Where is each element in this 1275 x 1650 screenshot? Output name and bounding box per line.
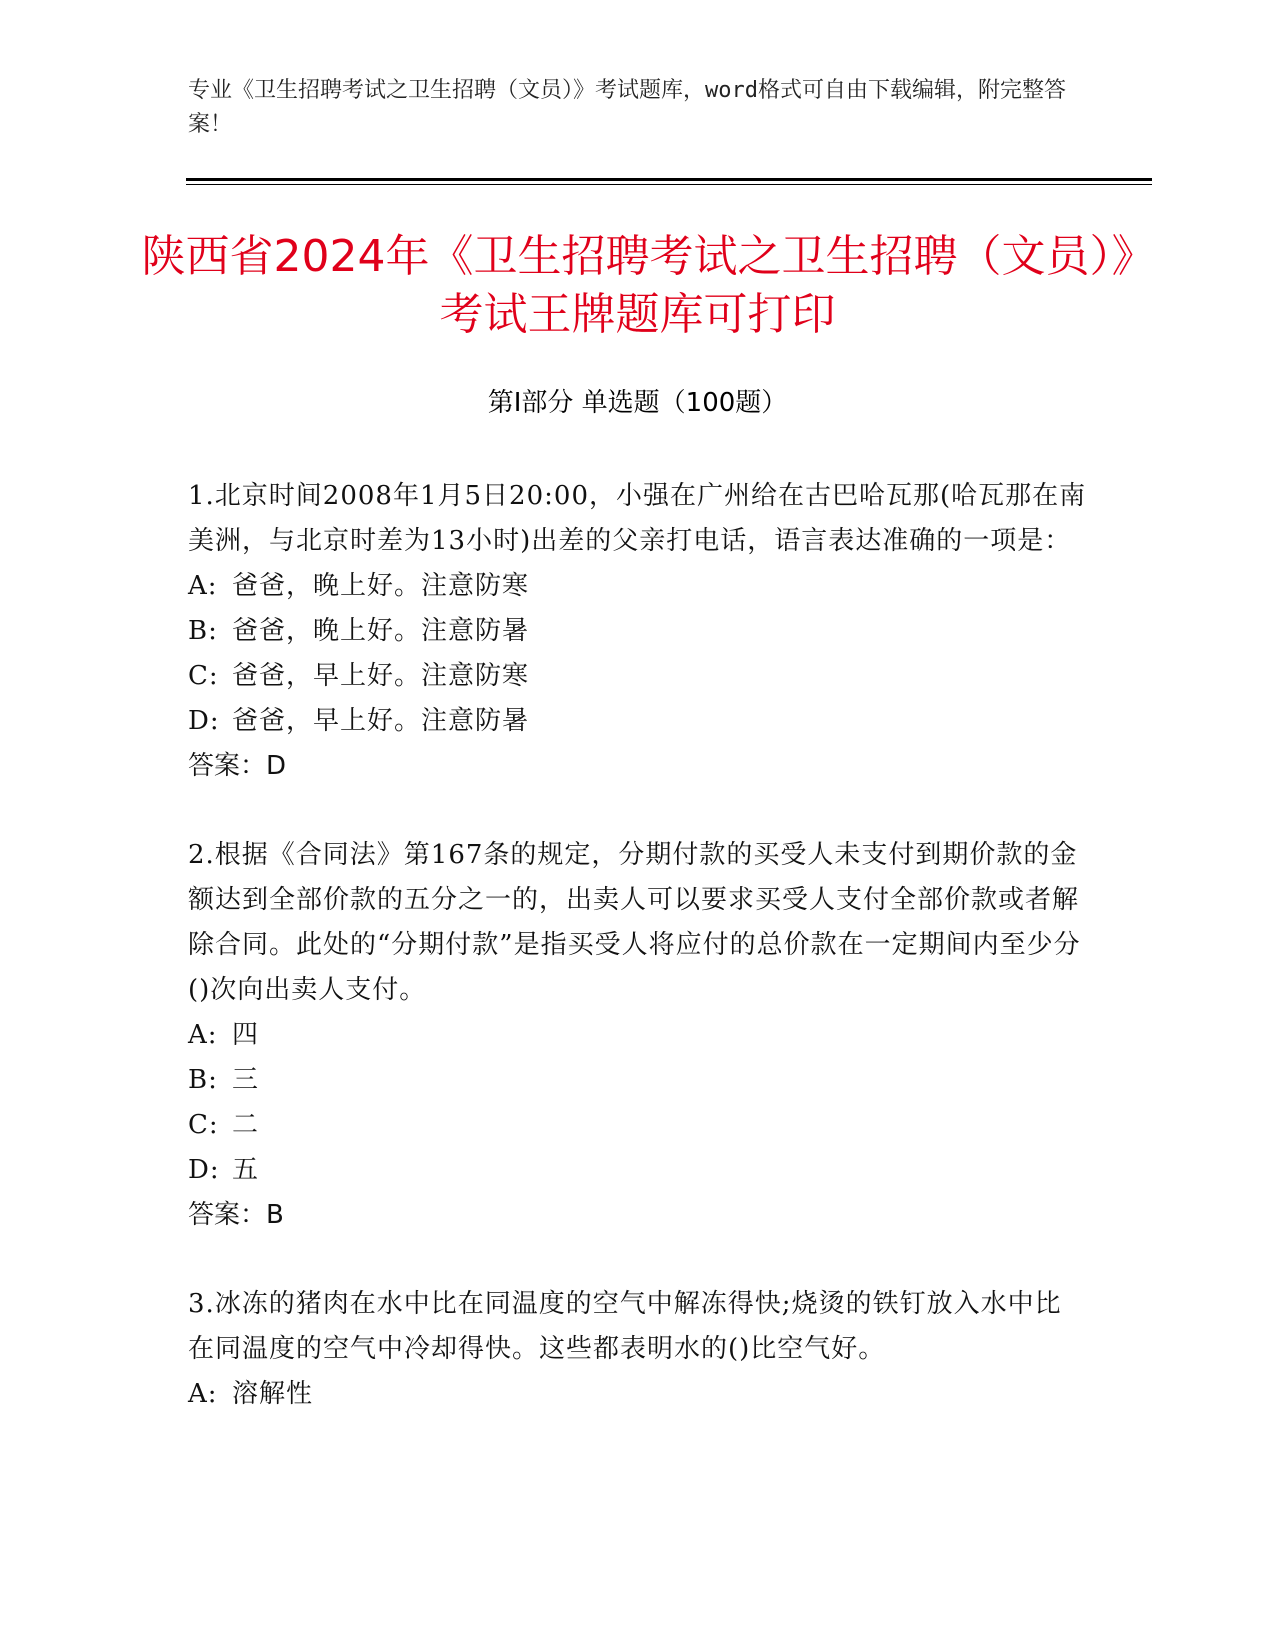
question-stem: 2.根据《合同法》第167条的规定，分期付款的买受人未支付到期价款的金额达到全部价款的五分之一的，出卖人可以要求买受人支付全部价款或者解除合同。此处的“分期付款”是指买受人将应付的总价款在一定期间内至少分()次向出卖人支付。 <box>188 840 1081 1005</box>
option-text: 爸爸，早上好。注意防暑 <box>232 706 530 736</box>
option-b <box>188 609 1088 654</box>
question-1 <box>188 474 1088 789</box>
option-letter: A: <box>188 1020 218 1050</box>
option-text: 爸爸，早上好。注意防寒 <box>232 661 530 691</box>
section-heading: 第I部分 单选题（100题） <box>487 388 788 418</box>
answer-line: 答案：B <box>188 1200 284 1230</box>
option-a <box>188 564 1088 609</box>
option-text: 爸爸，晚上好。注意防寒 <box>232 571 530 601</box>
option-letter: B: <box>188 616 218 646</box>
option-letter: B: <box>188 1065 218 1095</box>
option-text: 二 <box>232 1110 260 1140</box>
option-text: 四 <box>232 1020 260 1050</box>
header-rule-thick <box>186 178 1152 181</box>
header-note: 专业《卫生招聘考试之卫生招聘（文员）》考试题库，word格式可自由下载编辑，附完整答案！ <box>188 78 1066 137</box>
header-rule-thin <box>186 184 1152 185</box>
option-letter: D: <box>188 706 220 736</box>
question-stem: 3.冰冻的猪肉在水中比在同温度的空气中解冻得快;烧烫的铁钉放入水中比在同温度的空气中冷却得快。这些都表明水的()比空气好。 <box>188 1289 1062 1364</box>
option-d <box>188 699 1088 744</box>
option-c <box>188 654 1088 699</box>
option-text: 爸爸，晚上好。注意防暑 <box>232 616 530 646</box>
option-letter: C: <box>188 1110 219 1140</box>
option-b <box>188 1058 1088 1103</box>
document-title: 陕西省2024年《卫生招聘考试之卫生招聘（文员）》考试王牌题库可打印 <box>141 231 1134 340</box>
option-a <box>188 1372 1088 1417</box>
question-stem: 1.北京时间2008年1月5日20:00，小强在广州给在古巴哈瓦那(哈瓦那在南美洲，与北京时差为13小时)出差的父亲打电话，语言表达准确的一项是： <box>188 481 1087 556</box>
option-text: 溶解性 <box>232 1379 314 1409</box>
option-c <box>188 1103 1088 1148</box>
answer-line: 答案：D <box>188 751 287 781</box>
option-letter: D: <box>188 1155 220 1185</box>
option-text: 三 <box>232 1065 260 1095</box>
question-3 <box>188 1282 1088 1417</box>
question-list <box>188 474 1088 1461</box>
option-d <box>188 1148 1088 1193</box>
option-letter: A: <box>188 1379 218 1409</box>
option-text: 五 <box>232 1155 260 1185</box>
question-2 <box>188 833 1088 1238</box>
option-a <box>188 1013 1088 1058</box>
option-letter: C: <box>188 661 219 691</box>
option-letter: A: <box>188 571 218 601</box>
